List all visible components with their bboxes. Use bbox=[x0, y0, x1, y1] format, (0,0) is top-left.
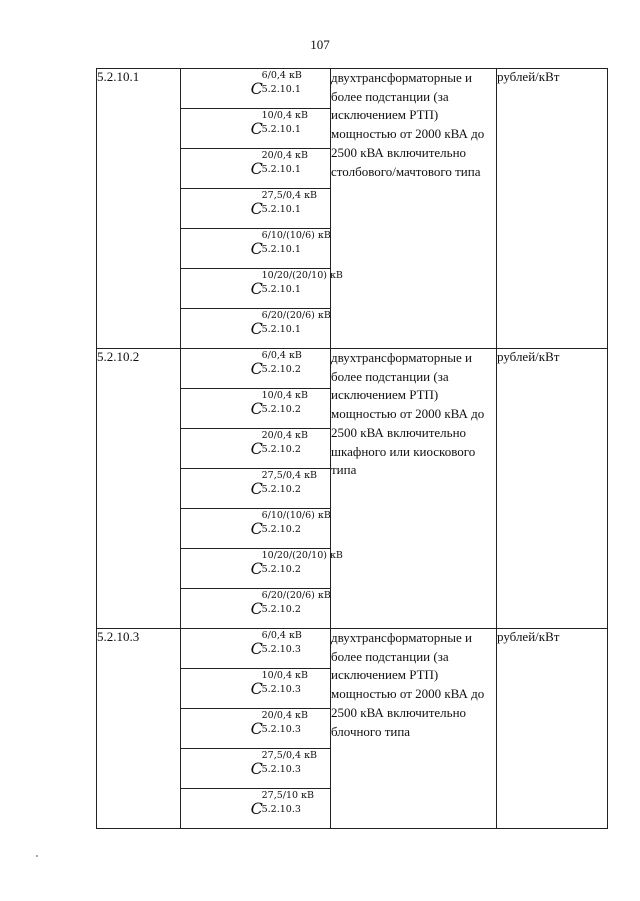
section-code: 5.2.10.1 bbox=[97, 69, 181, 349]
voltage-superscript: 6/10/(10/6) кВ bbox=[261, 510, 331, 521]
voltage-superscript: 27,5/0,4 кВ bbox=[261, 750, 318, 761]
code-subscript: 5.2.10.2 bbox=[261, 364, 301, 375]
code-subscript: 5.2.10.3 bbox=[261, 684, 301, 695]
table-row bbox=[97, 69, 608, 109]
voltage-superscript: 10/0,4 кВ bbox=[261, 670, 308, 681]
rate-symbol bbox=[250, 669, 308, 698]
voltage-superscript: 6/10/(10/6) кВ bbox=[261, 230, 331, 241]
code-subscript: 5.2.10.2 bbox=[261, 404, 301, 415]
voltage-superscript: 10/20/(20/10) кВ bbox=[261, 270, 343, 281]
voltage-superscript: 6/20/(20/6) кВ bbox=[261, 590, 331, 601]
formula-cell bbox=[181, 389, 331, 429]
rate-symbol-letter: C bbox=[250, 79, 263, 98]
rate-symbol-letter: C bbox=[250, 679, 263, 698]
rate-symbol bbox=[250, 309, 331, 338]
formula-cell bbox=[181, 589, 331, 629]
rate-symbol bbox=[250, 749, 318, 778]
voltage-superscript: 10/20/(20/10) кВ bbox=[261, 550, 343, 561]
formula-cell bbox=[181, 469, 331, 509]
formula-cell bbox=[181, 429, 331, 469]
rate-symbol bbox=[250, 349, 302, 378]
rate-symbol-letter: C bbox=[250, 279, 263, 298]
section-code: 5.2.10.3 bbox=[97, 629, 181, 829]
code-subscript: 5.2.10.2 bbox=[261, 564, 301, 575]
rate-symbol-letter: C bbox=[250, 759, 263, 778]
rate-symbol-letter: C bbox=[250, 479, 263, 498]
rate-symbol bbox=[250, 269, 343, 298]
rate-symbol bbox=[250, 69, 302, 98]
code-subscript: 5.2.10.3 bbox=[261, 764, 301, 775]
scan-dot bbox=[36, 855, 38, 857]
tariff-table bbox=[96, 68, 608, 829]
code-subscript: 5.2.10.3 bbox=[261, 724, 301, 735]
code-subscript: 5.2.10.1 bbox=[261, 284, 301, 295]
code-subscript: 5.2.10.1 bbox=[261, 84, 301, 95]
rate-symbol-letter: C bbox=[250, 319, 263, 338]
code-subscript: 5.2.10.2 bbox=[261, 524, 301, 535]
formula-cell bbox=[181, 789, 331, 829]
rate-symbol bbox=[250, 109, 308, 138]
voltage-superscript: 10/0,4 кВ bbox=[261, 110, 308, 121]
rate-symbol bbox=[250, 509, 331, 538]
formula-cell bbox=[181, 549, 343, 589]
formula-cell bbox=[181, 149, 331, 189]
code-subscript: 5.2.10.1 bbox=[261, 324, 301, 335]
formula-cell bbox=[181, 749, 331, 789]
formula-cell bbox=[181, 709, 331, 749]
rate-symbol-letter: C bbox=[250, 199, 263, 218]
rate-symbol-letter: C bbox=[250, 239, 263, 258]
rate-symbol bbox=[250, 149, 308, 178]
code-subscript: 5.2.10.3 bbox=[261, 804, 301, 815]
voltage-superscript: 20/0,4 кВ bbox=[261, 430, 308, 441]
voltage-superscript: 6/20/(20/6) кВ bbox=[261, 310, 331, 321]
rate-symbol bbox=[250, 389, 308, 418]
code-subscript: 5.2.10.1 bbox=[261, 244, 301, 255]
rate-symbol-letter: C bbox=[250, 719, 263, 738]
table-row bbox=[97, 629, 608, 669]
voltage-superscript: 6/0,4 кВ bbox=[261, 630, 302, 641]
rate-symbol bbox=[250, 629, 302, 658]
section-description: двухтрансформаторные и более подстанции (за исключением РТП) мощностью от 2000 кВА до 2500 кВА включительно шкафного или киоскового типа bbox=[331, 349, 497, 629]
code-subscript: 5.2.10.2 bbox=[261, 604, 301, 615]
rate-symbol bbox=[250, 469, 318, 498]
rate-symbol-letter: C bbox=[250, 159, 263, 178]
code-subscript: 5.2.10.3 bbox=[261, 644, 301, 655]
rate-symbol-letter: C bbox=[250, 519, 263, 538]
section-description: двухтрансформаторные и более подстанции (за исключением РТП) мощностью от 2000 кВА до 2500 кВА включительно столбового/мачтового типа bbox=[331, 69, 497, 349]
code-subscript: 5.2.10.1 bbox=[261, 124, 301, 135]
voltage-superscript: 27,5/0,4 кВ bbox=[261, 190, 318, 201]
rate-symbol-letter: C bbox=[250, 599, 263, 618]
formula-cell bbox=[181, 309, 331, 349]
voltage-superscript: 20/0,4 кВ bbox=[261, 710, 308, 721]
formula-cell bbox=[181, 69, 331, 109]
code-subscript: 5.2.10.2 bbox=[261, 444, 301, 455]
formula-cell bbox=[181, 269, 343, 309]
voltage-superscript: 10/0,4 кВ bbox=[261, 390, 308, 401]
rate-symbol bbox=[250, 549, 343, 578]
section-unit: рублей/кВт bbox=[497, 629, 608, 829]
formula-cell bbox=[181, 629, 331, 669]
code-subscript: 5.2.10.1 bbox=[261, 204, 301, 215]
code-subscript: 5.2.10.2 bbox=[261, 484, 301, 495]
table-row bbox=[97, 349, 608, 389]
section-unit: рублей/кВт bbox=[497, 69, 608, 349]
rate-symbol-letter: C bbox=[250, 439, 263, 458]
rate-symbol bbox=[250, 709, 308, 738]
rate-symbol bbox=[250, 229, 331, 258]
rate-symbol-letter: C bbox=[250, 639, 263, 658]
rate-symbol-letter: C bbox=[250, 799, 263, 818]
formula-cell bbox=[181, 509, 331, 549]
rate-symbol bbox=[250, 189, 318, 218]
code-subscript: 5.2.10.1 bbox=[261, 164, 301, 175]
page-number: 107 bbox=[310, 37, 330, 52]
rate-symbol-letter: C bbox=[250, 119, 263, 138]
section-code: 5.2.10.2 bbox=[97, 349, 181, 629]
voltage-superscript: 27,5/10 кВ bbox=[261, 790, 314, 801]
rate-symbol-letter: C bbox=[250, 359, 263, 378]
formula-cell bbox=[181, 189, 331, 229]
voltage-superscript: 20/0,4 кВ bbox=[261, 150, 308, 161]
rate-symbol-letter: C bbox=[250, 399, 263, 418]
section-description: двухтрансформаторные и более подстанции (за исключением РТП) мощностью от 2000 кВА до 2500 кВА включительно блочного типа bbox=[331, 629, 497, 829]
formula-cell bbox=[181, 109, 331, 149]
rate-symbol bbox=[250, 589, 331, 618]
rate-symbol-letter: C bbox=[250, 559, 263, 578]
voltage-superscript: 6/0,4 кВ bbox=[261, 70, 302, 81]
formula-cell bbox=[181, 349, 331, 389]
section-unit: рублей/кВт bbox=[497, 349, 608, 629]
rate-symbol bbox=[250, 429, 308, 458]
formula-cell bbox=[181, 229, 331, 269]
formula-cell bbox=[181, 669, 331, 709]
voltage-superscript: 27,5/0,4 кВ bbox=[261, 470, 318, 481]
rate-symbol bbox=[250, 789, 314, 818]
voltage-superscript: 6/0,4 кВ bbox=[261, 350, 302, 361]
